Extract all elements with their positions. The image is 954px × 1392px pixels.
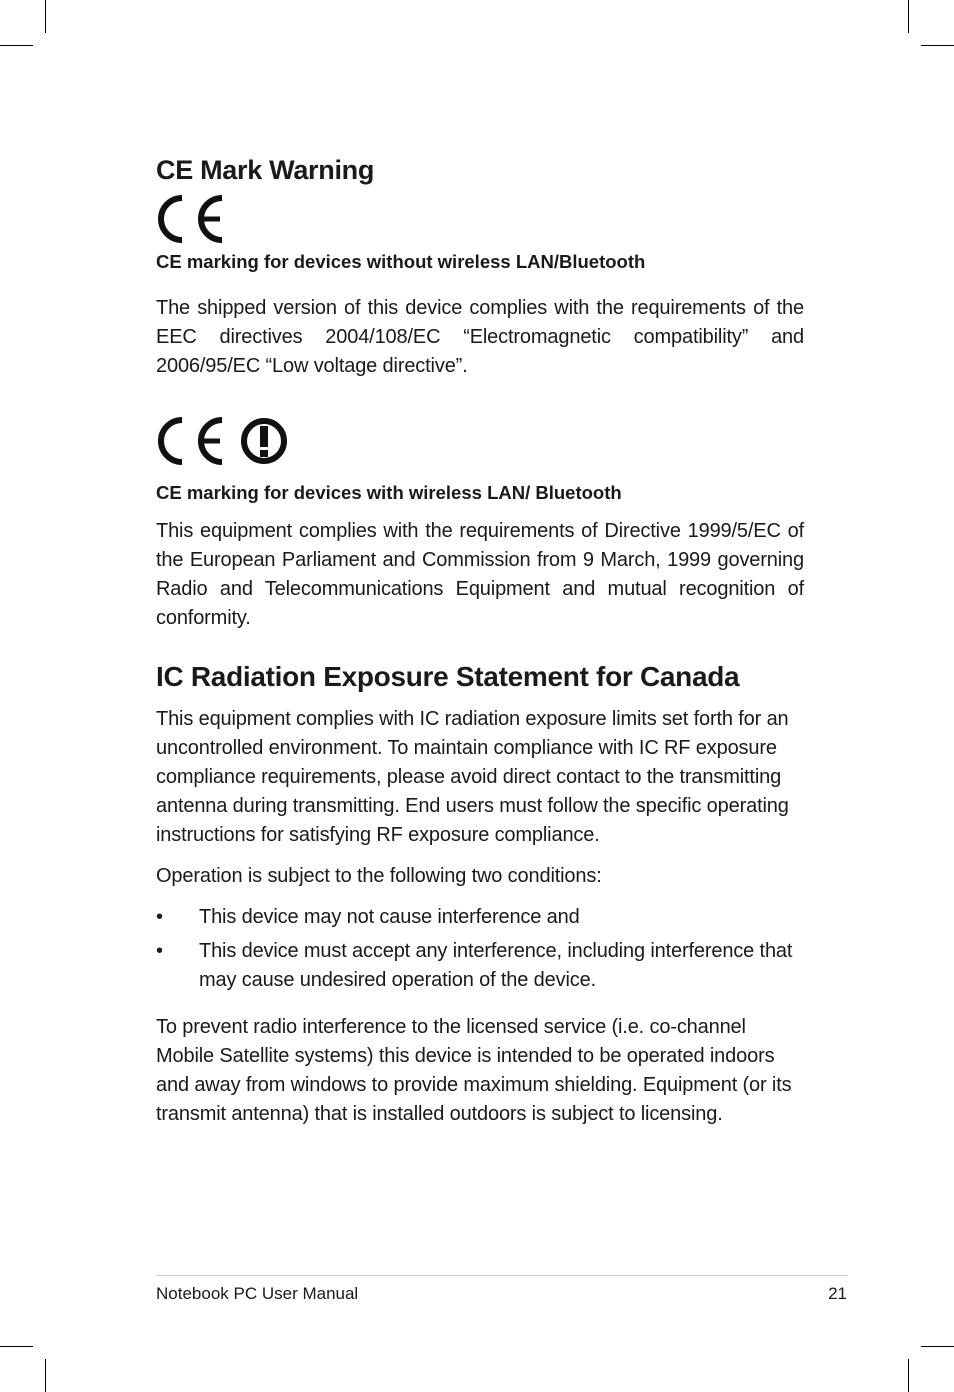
crop-mark-bottom-right-h: [921, 1346, 954, 1347]
crop-mark-bottom-left-v: [45, 1359, 46, 1392]
crop-mark-bottom-left-h: [0, 1346, 33, 1347]
page-content: [156, 152, 804, 1129]
ce-mark-heading: CE Mark Warning: [156, 155, 375, 185]
crop-mark-top-left-v: [45, 0, 46, 33]
ce-wireless-subheading: CE marking for devices with wireless LAN/ Bluetooth: [156, 482, 622, 503]
list-item: [156, 903, 804, 932]
crop-mark-top-right-h: [921, 45, 954, 46]
crop-mark-bottom-right-v: [908, 1359, 909, 1392]
ce-alert-mark: [156, 415, 804, 467]
ce-wireless-body: This equipment complies with the requirements of Directive 1999/5/EC of the European Parliament and Commission from 9 March, 1999 governing Radio and Telecommunications Equipment and mutual recognition of conformity.: [156, 520, 804, 629]
ce-no-wireless-subheading: CE marking for devices without wireless LAN/Bluetooth: [156, 251, 646, 272]
bullet-icon: •: [156, 940, 163, 962]
footer-manual-title: Notebook PC User Manual: [156, 1284, 359, 1303]
ic-conditions-intro: Operation is subject to the following two conditions:: [156, 865, 602, 887]
ce-mark-icon: [161, 420, 222, 462]
alert-mark-icon: [244, 421, 284, 461]
crop-mark-top-right-v: [908, 0, 909, 33]
ic-heading: IC Radiation Exposure Statement for Canada: [156, 661, 740, 692]
condition-text: This device may not cause interference and: [199, 906, 580, 928]
list-item: [156, 937, 804, 995]
ic-paragraph-1: This equipment complies with IC radiation exposure limits set forth for an uncontrolled environment. To maintain compliance with IC RF exposure compliance requirements, please avoid direct contact to the transmitting antenna during transmitting. End users must follow the specific operating instructions for satisfying RF exposure compliance.: [156, 708, 789, 846]
ic-conditions-list: [156, 903, 804, 995]
ce-no-wireless-body: The shipped version of this device complies with the requirements of the EEC directives 2004/108/EC “Electromagnetic compatibility” and 2006/95/EC “Low voltage directive”.: [156, 297, 804, 377]
bullet-icon: •: [156, 906, 163, 928]
condition-text: This device must accept any interference, including interference that may cause undesired operation of the device.: [199, 940, 793, 991]
footer-divider: [156, 1275, 847, 1276]
ce-mark-icon: [156, 194, 804, 244]
page-number: 21: [828, 1284, 847, 1303]
ic-paragraph-2: To prevent radio interference to the licensed service (i.e. co-channel Mobile Satellite systems) this device is intended to be operated indoors and away from windows to provide maximum shielding. Equipment (or its transmit antenna) that is installed outdoors is subject to licensing.: [156, 1016, 792, 1125]
crop-mark-top-left-h: [0, 45, 33, 46]
